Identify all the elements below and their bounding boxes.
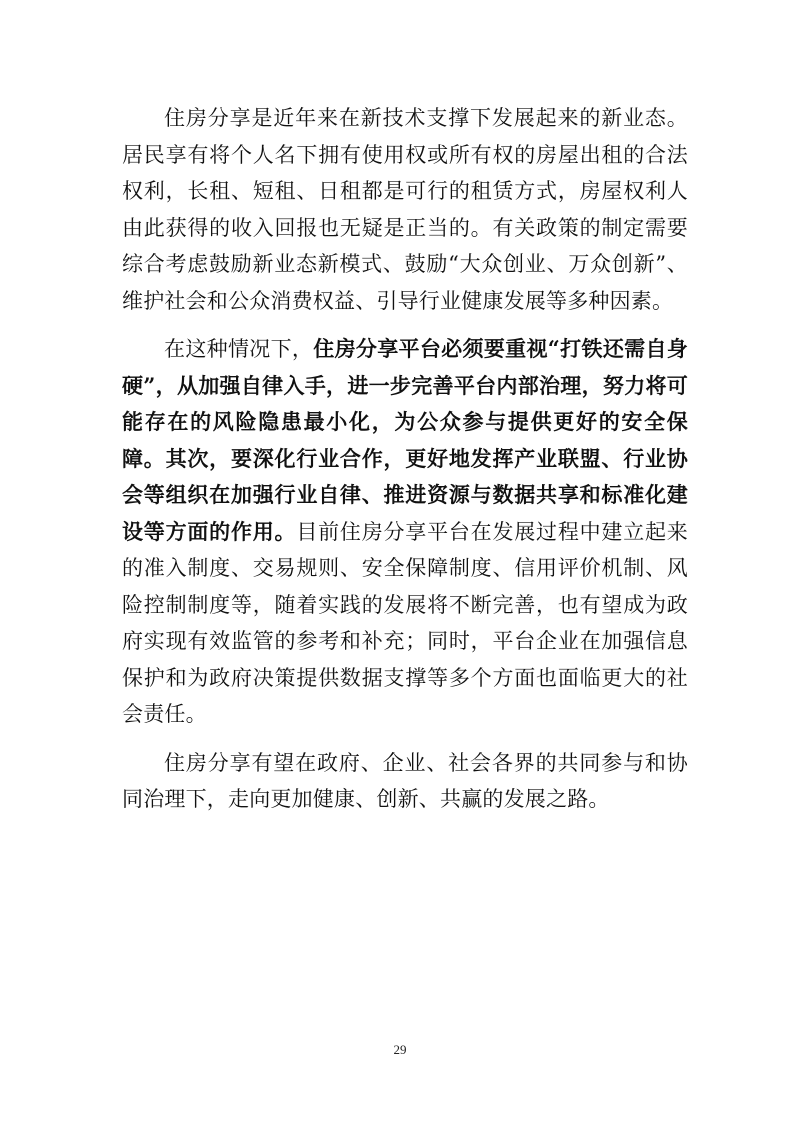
paragraph-intro-text: 在这种情况下， bbox=[164, 337, 314, 361]
page-number: 29 bbox=[393, 1042, 407, 1057]
paragraph-bold-emphasis: 住房分享平台必须要重视“打铁还需自身硬”，从加强自律入手，进一步完善平台内部治理，努力将可能存在的风险隐患最小化，为公众参与提供更好的安全保障。其次，要深化行业合作，更好地发挥产业联盟、行业协会等组织在加强行业自律、推进资源与数据共享和标准化建设等方面的作用。 bbox=[122, 336, 688, 544]
paragraph-sharing-economy: 住房分享是近年来在新技术支撑下发展起来的新业态。居民享有将个人名下拥有使用权或所有权的房屋出租的合法权利，长租、短租、日租都是可行的租赁方式，房屋权利人由此获得的收入回报也无疑是正当的。有关政策的制定需要综合考虑鼓励新业态新模式、鼓励“大众创业、万众创新”、维护社会和公众消费权益、引导行业健康发展等多种因素。 bbox=[122, 106, 688, 313]
paragraph-conclusion: 住房分享有望在政府、企业、社会各界的共同参与和协同治理下，走向更加健康、创新、共赢的发展之路。 bbox=[122, 750, 688, 811]
paragraph-rest-text: 目前住房分享平台在发展过程中建立起来的准入制度、交易规则、安全保障制度、信用评价机制、风险控制制度等，随着实践的发展将不断完善，也有望成为政府实现有效监管的参考和补充；同时，平台企业在加强信息保护和为政府决策提供数据支撑等多个方面也面临更大的社会责任。 bbox=[122, 519, 688, 726]
paragraph-platform-governance bbox=[122, 331, 688, 733]
body-text bbox=[122, 100, 688, 818]
